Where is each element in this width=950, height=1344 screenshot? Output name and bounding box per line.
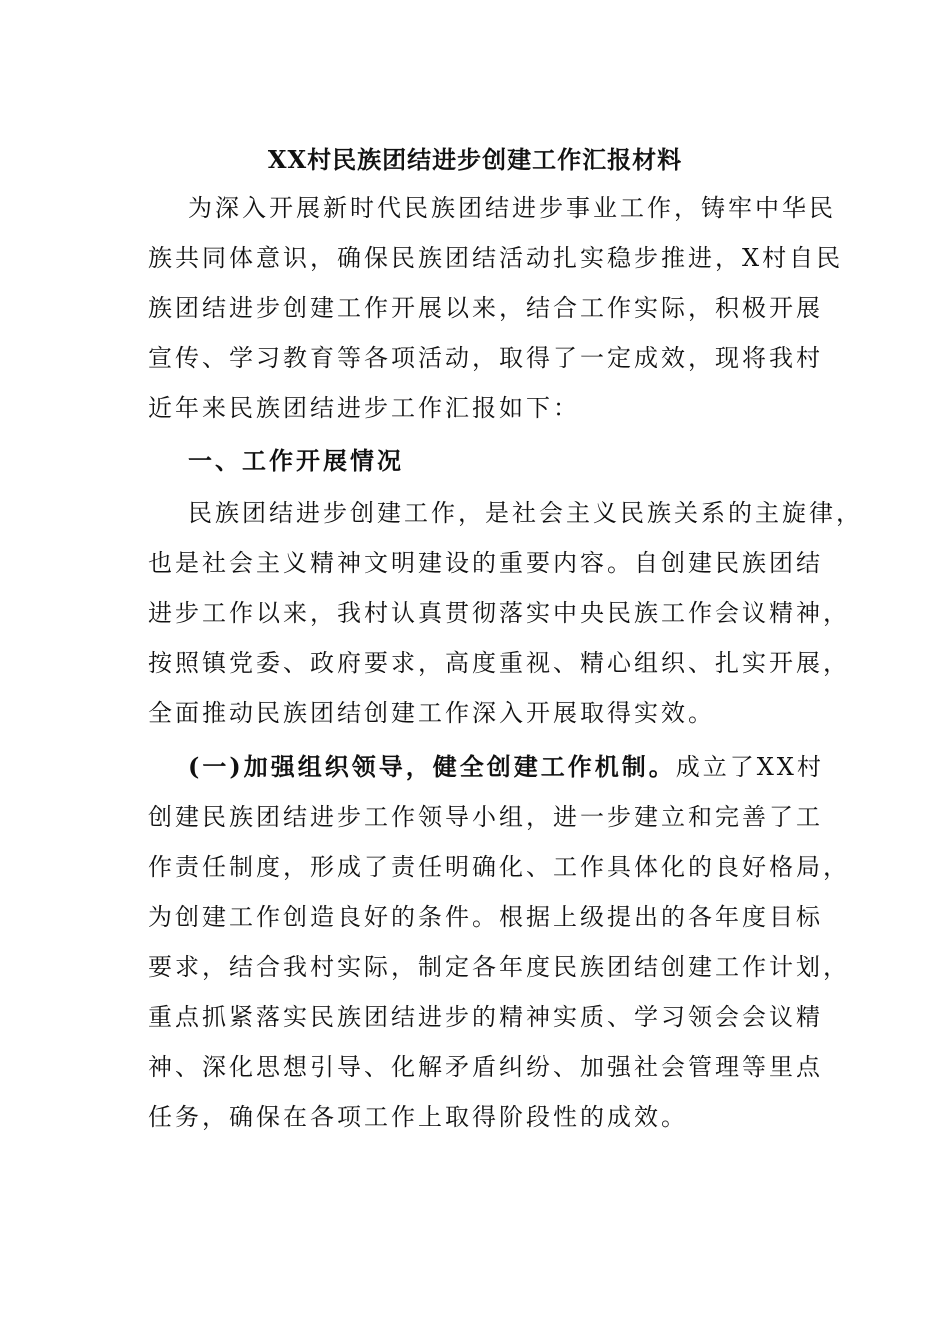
- intro-line: 族团结进步创建工作开展以来，结合工作实际，积极开展: [148, 294, 823, 322]
- intro-line: 为深入开展新时代民族团结进步事业工作，铸牢中华民: [188, 194, 836, 222]
- subsection-line: 要求，结合我村实际，制定各年度民族团结创建工作计划，: [148, 953, 850, 981]
- section1-line: 进步工作以来，我村认真贯彻落实中央民族工作会议精神，: [148, 599, 850, 627]
- section1-line: 按照镇党委、政府要求，高度重视、精心组织、扎实开展，: [148, 649, 850, 677]
- subsection-text: 成立了XX村: [675, 753, 824, 781]
- subsection-line: 重点抓紧落实民族团结进步的精神实质、学习领会会议精: [148, 1003, 823, 1031]
- subsection-line: 为创建工作创造良好的条件。根据上级提出的各年度目标: [148, 903, 823, 931]
- section1-line: 也是社会主义精神文明建设的重要内容。自创建民族团结: [148, 549, 823, 577]
- section1-line: 民族团结进步创建工作，是社会主义民族关系的主旋律，: [188, 499, 863, 527]
- subsection-heading: (一)加强组织领导，健全创建工作机制。: [188, 752, 676, 781]
- intro-line: 近年来民族团结进步工作汇报如下：: [148, 394, 580, 422]
- section1-line: 全面推动民族团结创建工作深入开展取得实效。: [148, 699, 715, 727]
- document-title: XX村民族团结进步创建工作汇报材料: [267, 145, 683, 174]
- subsection-line: 创建民族团结进步工作领导小组，进一步建立和完善了工: [148, 803, 823, 831]
- subsection-line: 作责任制度，形成了责任明确化、工作具体化的良好格局，: [148, 853, 850, 881]
- intro-line: 族共同体意识，确保民族团结活动扎实稳步推进，X村自民: [148, 244, 844, 272]
- subsection-line: 神、深化思想引导、化解矛盾纠纷、加强社会管理等里点: [148, 1053, 823, 1081]
- intro-line: 宣传、学习教育等各项活动，取得了一定成效，现将我村: [148, 344, 823, 372]
- subsection-first-line: [188, 752, 824, 782]
- subsection-line: 任务，确保在各项工作上取得阶段性的成效。: [148, 1103, 688, 1131]
- section-heading: 一、工作开展情况: [188, 446, 404, 475]
